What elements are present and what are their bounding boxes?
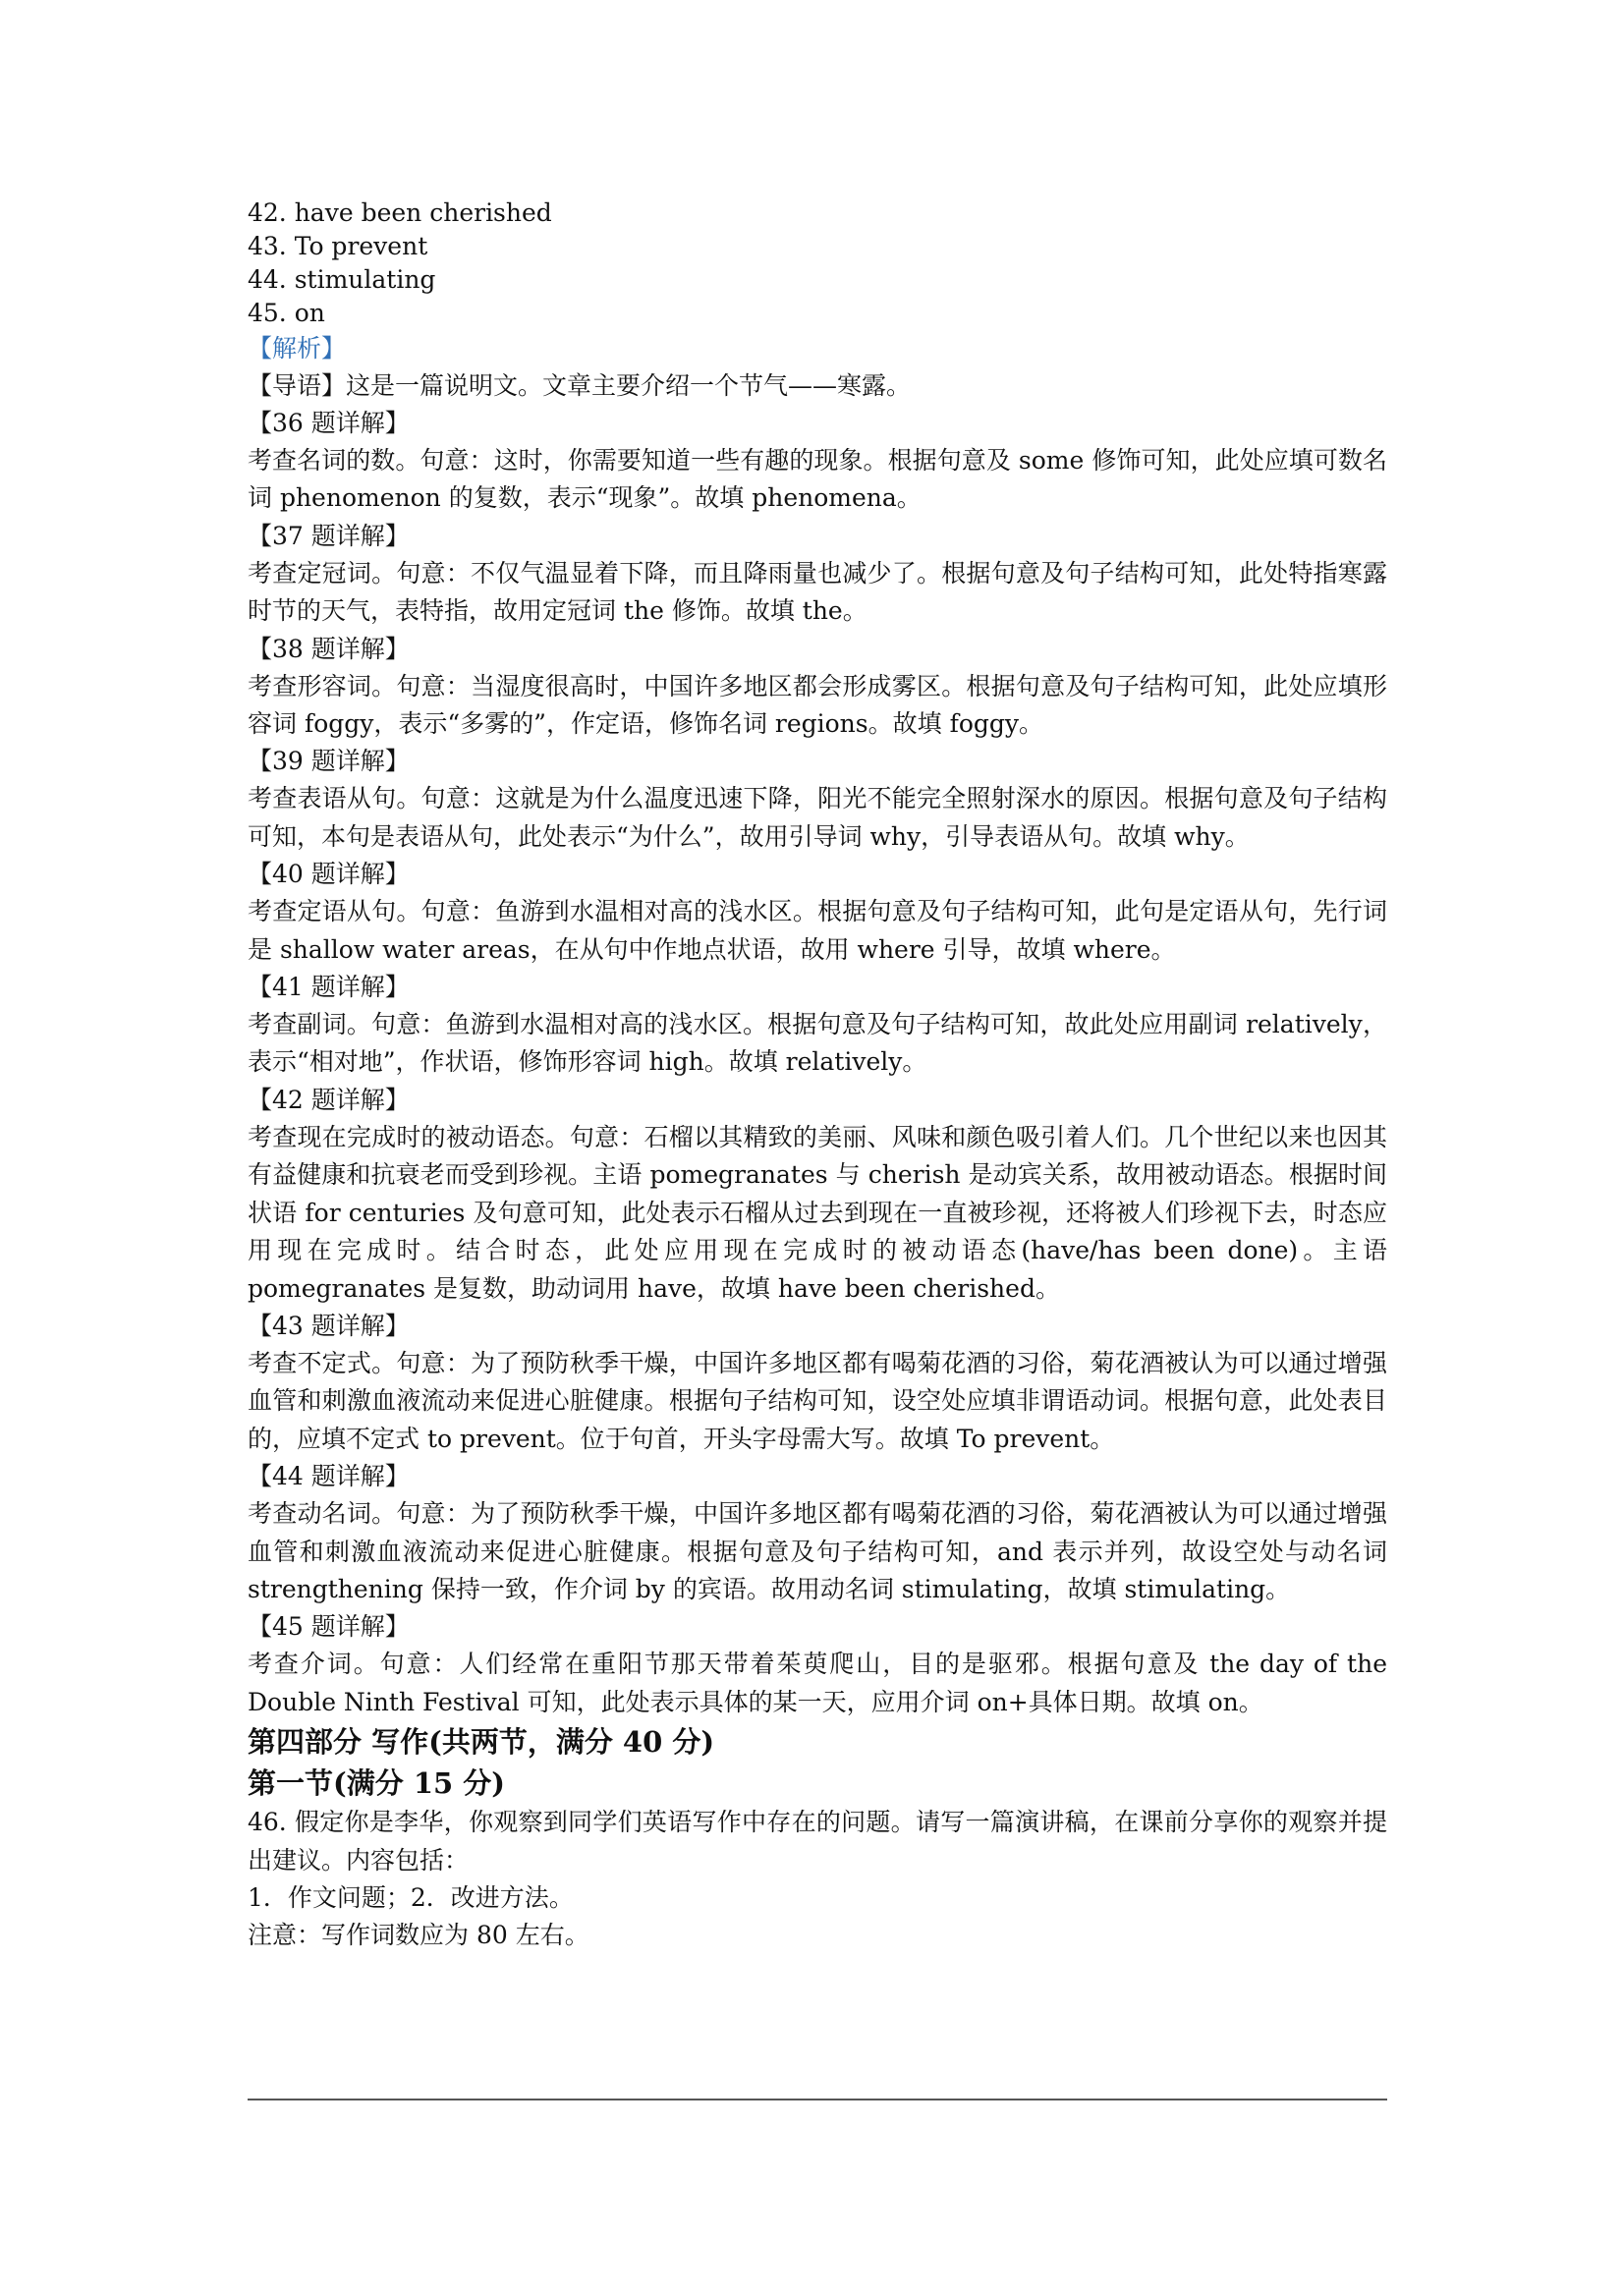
detail-body: 考查不定式。句意：为了预防秋季干燥，中国许多地区都有喝菊花酒的习俗，菊花酒被认为可以通过增强血管和刺激血液流动来促进心脏健康。根据句子结构可知，设空处应填非谓语动词。根据句意，此处表目的，应填不定式 to prevent。位于句首，开头字母需大写。故填 To prevent。: [248, 1348, 1387, 1453]
answer-44: 44. stimulating: [248, 265, 436, 294]
detail-43: [248, 1308, 1387, 1458]
section1-title: 第一节(满分 15 分): [248, 1766, 505, 1801]
detail-body: 考查动名词。句意：为了预防秋季干燥，中国许多地区都有喝菊花酒的习俗，菊花酒被认为可以通过增强血管和刺激血液流动来促进心脏健康。根据句意及句子结构可知，and 表示并列，故设空处与动名词 strengthening 保持一致，作介词 by 的宾语。故用动名词 stimulating，故填 stimulating。: [248, 1499, 1387, 1603]
part4-title: 第四部分 写作(共两节，满分 40 分): [248, 1725, 715, 1760]
detail-37: [248, 518, 1387, 631]
footer-divider: [248, 2099, 1387, 2100]
detail-body: 考查名词的数。句意：这时，你需要知道一些有趣的现象。根据句意及 some 修饰可知，此处应填可数名词 phenomenon 的复数，表示“现象”。故填 phenomena。: [248, 446, 1387, 513]
detail-38: [248, 631, 1387, 744]
answer-43: 43. To prevent: [248, 232, 428, 260]
intro-guide: 【导语】这是一篇说明文。文章主要介绍一个节气——寒露。: [248, 371, 912, 400]
detail-39: [248, 743, 1387, 856]
detail-heading: 【36 题详解】: [248, 409, 410, 437]
answer-45: 45. on: [248, 299, 325, 327]
detail-body: 考查形容词。句意：当湿度很高时，中国许多地区都会形成雾区。根据句意及句子结构可知，此处应填形容词 foggy，表示“多雾的”，作定语，修饰名词 regions。故填 foggy。: [248, 671, 1387, 739]
detail-heading: 【44 题详解】: [248, 1462, 410, 1491]
detail-body: 考查表语从句。句意：这就是为什么温度迅速下降，阳光不能完全照射深水的原因。根据句意及句子结构可知，本句是表语从句，此处表示“为什么”，故用引导词 why，引导表语从句。故填 why。: [248, 784, 1387, 851]
detail-body: 考查介词。句意：人们经常在重阳节那天带着茱萸爬山，目的是驱邪。根据句意及 the day of the Double Ninth Festival 可知，此处表示具体的某一天，应用介词 on+具体日期。故填 on。: [248, 1650, 1387, 1716]
detail-body: 考查定语从句。句意：鱼游到水温相对高的浅水区。根据句意及句子结构可知，此句是定语从句，先行词是 shallow water areas，在从句中作地点状语，故用 where 引导，故填 where。: [248, 897, 1387, 964]
detail-heading: 【41 题详解】: [248, 973, 410, 1002]
answer-42: 42. have been cherished: [248, 198, 552, 227]
detail-heading: 【37 题详解】: [248, 521, 410, 550]
detail-body: 考查定冠词。句意：不仅气温显着下降，而且降雨量也减少了。根据句意及句子结构可知，此处特指寒露时节的天气，表特指，故用定冠词 the 修饰。故填 the。: [248, 558, 1387, 626]
writing-task: 46. 假定你是李华，你观察到同学们英语写作中存在的问题。请写一篇演讲稿，在课前分享你的观察并提出建议。内容包括：: [248, 1808, 1387, 1875]
analysis-label: 【解析】: [248, 334, 347, 363]
writing-points: 1．作文问题；2．改进方法。: [248, 1882, 574, 1912]
detail-heading: 【38 题详解】: [248, 634, 410, 663]
detail-heading: 【42 题详解】: [248, 1085, 410, 1114]
detail-body: 考查副词。句意：鱼游到水温相对高的浅水区。根据句意及句子结构可知，故此处应用副词 relatively，表示“相对地”，作状语，修饰形容词 high。故填 relatively。: [248, 1010, 1387, 1077]
answer-list: [248, 196, 1387, 330]
detail-heading: 【43 题详解】: [248, 1311, 410, 1340]
detail-body: 考查现在完成时的被动语态。句意：石榴以其精致的美丽、风味和颜色吸引着人们。几个世纪以来也因其有益健康和抗衰老而受到珍视。主语 pomegranates 与 cherish 是动宾关系，故用被动语态。根据时间状语 for centuries 及句意可知，此处表示石榴从过去到现在一直被珍视，还将被人们珍视下去，时态应用现在完成时。结合时态，此处应用现在完成时的被动语态(have/has been done)。主语 pomegranates 是复数，助动词用 have，故填 have been cherished。: [248, 1122, 1387, 1303]
detail-heading: 【39 题详解】: [248, 747, 410, 776]
writing-note: 注意：写作词数应为 80 左右。: [248, 1920, 589, 1949]
detail-36: [248, 405, 1387, 518]
detail-44: [248, 1458, 1387, 1608]
document-page: [248, 196, 1387, 1954]
detail-45: [248, 1608, 1387, 1721]
detail-42: [248, 1082, 1387, 1308]
detail-40: [248, 856, 1387, 969]
detail-41: [248, 969, 1387, 1082]
detail-heading: 【45 题详解】: [248, 1612, 410, 1642]
detail-heading: 【40 题详解】: [248, 860, 410, 889]
